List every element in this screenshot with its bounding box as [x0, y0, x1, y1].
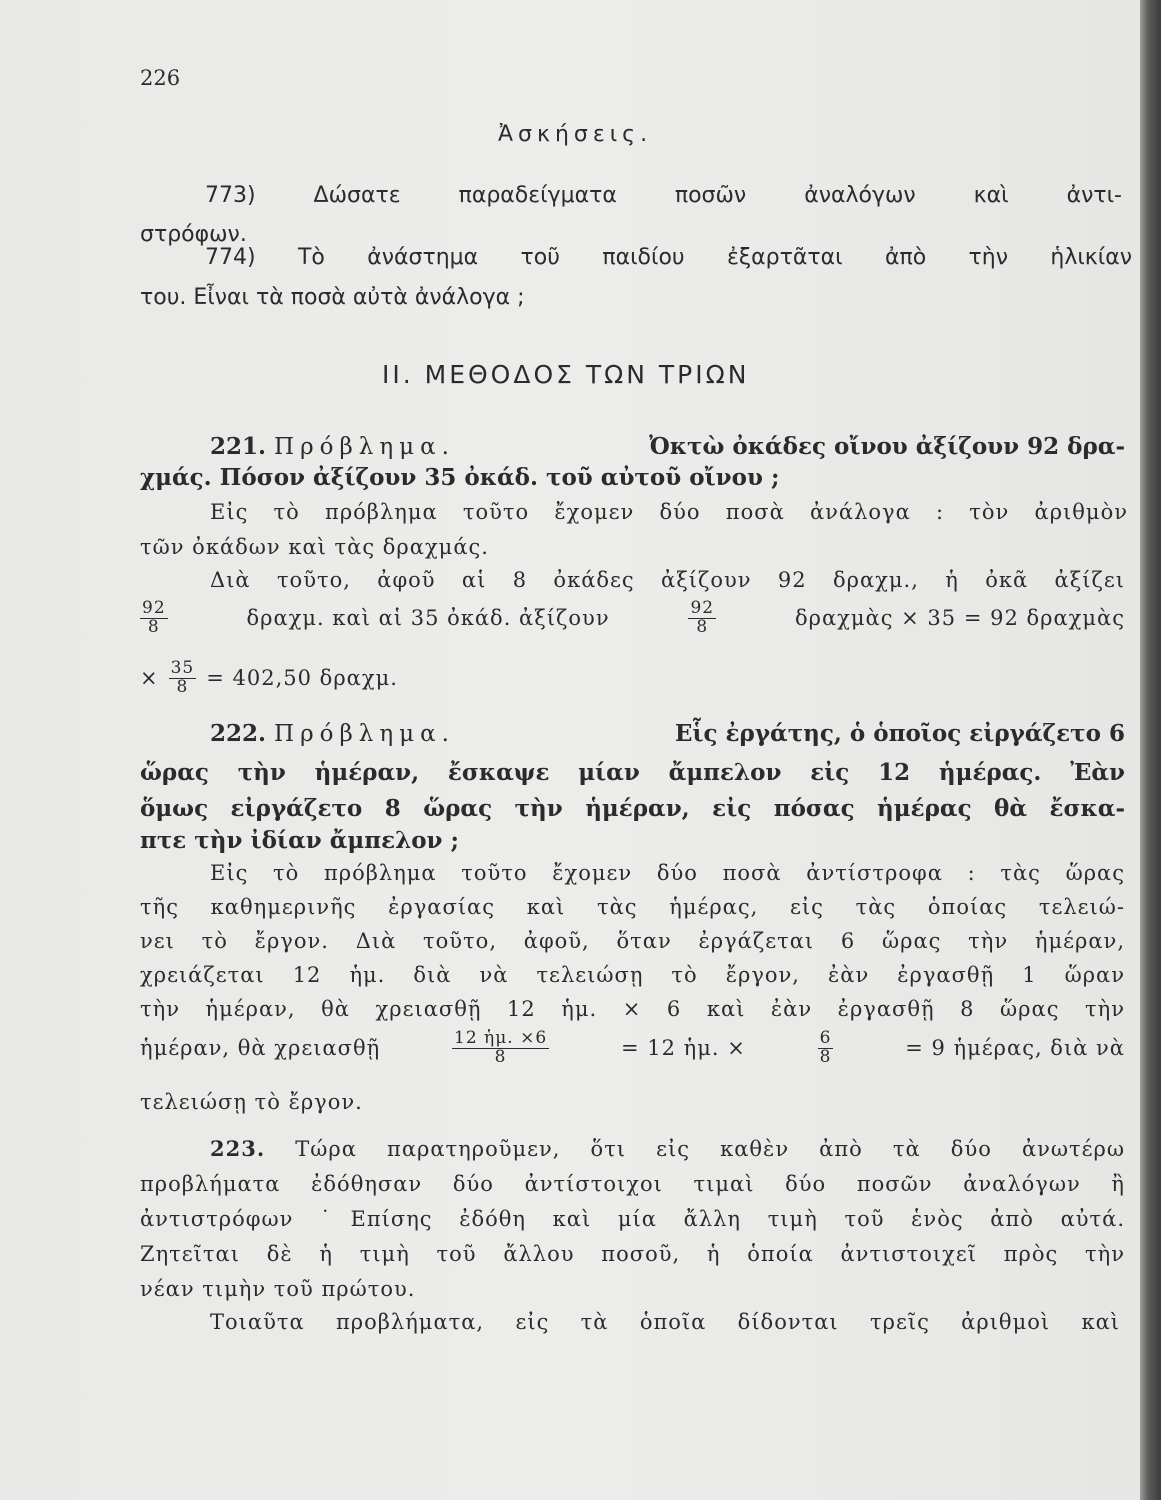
fraction-6-over-8: $\frac{6}{8}$: [819, 1028, 832, 1067]
problem-222-formula-line: [140, 1030, 1125, 1067]
problem-221-formula-line: [140, 600, 1125, 637]
problem-222-statement-line: πτε τὴν ἰδίαν ἄμπελον ;: [140, 827, 460, 854]
exercises-heading: Ἀσκήσεις.: [498, 122, 653, 147]
exercise-774-line: 774) Τὸ ἀνάστημα τοῦ παιδίου ἐξαρτᾶται ἀπὸ τὴν ἡλικίαν: [205, 245, 1132, 270]
problem-221-number: 221.: [210, 433, 267, 460]
problem-222-text-line: τῆς καθημερινῆς ἐργασίας καὶ τὰς ἡμέρας, εἰς τὰς ὁποίας τελειώ-: [140, 895, 1125, 919]
problem-221-label: Πρόβλημα.: [274, 434, 455, 460]
paragraph-223-line: Τοιαῦτα προβλήματα, εἰς τὰ ὁποῖα δίδονται τρεῖς ἀριθμοὶ καὶ: [210, 1310, 1120, 1334]
paragraph-223-text: Τώρα παρατηροῦμεν, ὅτι εἰς καθὲν ἀπὸ τὰ δύο ἀνωτέρω: [295, 1137, 1125, 1161]
problem-222-number: 222.: [210, 720, 267, 747]
problem-221-result-line: [140, 660, 398, 697]
exercise-773-line-cont: στρόφων.: [140, 222, 247, 247]
times-sign: ×: [140, 666, 159, 691]
problem-221-statement-cont: χμάς. Πόσον ἀξίζουν 35 ὀκάδ. τοῦ αὐτοῦ οἴνου ;: [140, 464, 780, 491]
problem-222-text-line: τὴν ἡμέραν, θὰ χρειασθῇ 12 ἡμ. × 6 καὶ ἐὰν ἐργασθῇ 8 ὥρας τὴν: [140, 997, 1125, 1021]
problem-222-heading: [210, 720, 1125, 747]
problem-222-text-line: νει τὸ ἔργον. Διὰ τοῦτο, ἀφοῦ, ὅταν ἐργάζεται 6 ὥρας τὴν ἡμέραν,: [140, 929, 1125, 953]
paragraph-223-line: ἀντιστρόφων ˙Επίσης ἐδόθη καὶ μία ἄλλη τιμὴ τοῦ ἑνὸς ἀπὸ αὐτά.: [140, 1207, 1125, 1231]
exercise-774-line-cont: του. Εἶναι τὰ ποσὰ αὐτὰ ἀνάλογα ;: [140, 285, 525, 310]
fraction-12-times-6-over-8: $\frac{\text{12 ἡμ. ×6}}{8}$: [454, 1028, 548, 1067]
problem-222-text: ἡμέραν, θὰ χρειασθῇ: [140, 1036, 381, 1061]
problem-222-statement-line: ὅμως εἰργάζετο 8 ὥρας τὴν ἡμέραν, εἰς πόσας ἡμέρας θὰ ἔσκα-: [140, 795, 1125, 822]
fraction-92-over-8: $\frac{92}{8}$: [142, 598, 166, 637]
problem-221-text-line: Εἰς τὸ πρόβλημα τοῦτο ἔχομεν δύο ποσὰ ἀνάλογα : τὸν ἀριθμὸν: [210, 500, 1128, 524]
paragraph-223-number: 223.: [210, 1136, 266, 1161]
page-number: 226: [140, 66, 181, 90]
problem-222-text: = 9 ἡμέρας, διὰ νὰ: [905, 1036, 1125, 1061]
exercise-773-line: 773) Δώσατε παραδείγματα ποσῶν ἀναλόγων καὶ ἀντι-: [205, 183, 1122, 208]
problem-222-text: = 12 ἡμ. ×: [620, 1036, 746, 1061]
paragraph-223-line: [210, 1136, 1125, 1161]
problem-222-statement: Εἷς ἐργάτης, ὁ ὁποῖος εἰργάζετο 6: [674, 720, 1125, 747]
problem-221-text: δραχμὰς × 35 = 92 δραχμὰς: [794, 606, 1125, 631]
paragraph-223-line: Ζητεῖται δὲ ἡ τιμὴ τοῦ ἄλλου ποσοῦ, ἡ ὁποία ἀντιστοιχεῖ πρὸς τὴν: [140, 1242, 1125, 1266]
problem-221-text-line: Διὰ τοῦτο, ἀφοῦ αἱ 8 ὀκάδες ἀξίζουν 92 δραχμ., ἡ ὀκᾶ ἀξίζει: [210, 568, 1125, 592]
fraction-92-over-8: $\frac{92}{8}$: [690, 598, 715, 637]
problem-221-text: δραχμ. καὶ αἱ 35 ὀκάδ. ἀξίζουν: [246, 606, 610, 631]
problem-221-text-line: τῶν ὀκάδων καὶ τὰς δραχμάς.: [140, 535, 489, 559]
problem-222-text-line: τελειώσῃ τὸ ἔργον.: [140, 1090, 363, 1114]
problem-221-result: = 402,50 δραχμ.: [206, 666, 398, 691]
section-title: II. ΜΕΘΟΔΟΣ ΤΩΝ ΤΡΙΩΝ: [382, 360, 750, 389]
problem-222-text-line: χρειάζεται 12 ἡμ. διὰ νὰ τελειώσῃ τὸ ἔργον, ἐὰν ἐργασθῇ 1 ὥραν: [140, 963, 1125, 987]
problem-221-heading: [210, 433, 1125, 460]
book-spine-edge: [1140, 0, 1161, 1500]
paragraph-223-line: προβλήματα ἐδόθησαν δύο ἀντίστοιχοι τιμαὶ δύο ποσῶν ἀναλόγων ἢ: [140, 1172, 1125, 1196]
problem-222-label: Πρόβλημα.: [274, 721, 455, 747]
problem-222-statement-line: ὥρας τὴν ἡμέραν, ἔσκαψε μίαν ἄμπελον εἰς 12 ἡμέρας. Ἐὰν: [140, 759, 1125, 786]
fraction-35-over-8: $\frac{35}{8}$: [170, 658, 195, 697]
problem-222-text-line: Εἰς τὸ πρόβλημα τοῦτο ἔχομεν δύο ποσὰ ἀντίστροφα : τὰς ὥρας: [210, 861, 1125, 885]
problem-221-statement: Ὀκτὼ ὀκάδες οἴνου ἀξίζουν 92 δρα-: [649, 433, 1125, 460]
paragraph-223-line: νέαν τιμὴν τοῦ πρώτου.: [140, 1277, 416, 1301]
